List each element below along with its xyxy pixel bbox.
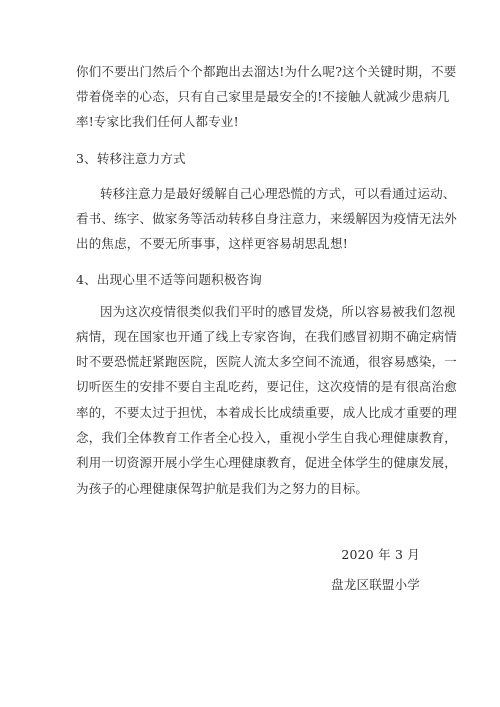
section-3-line-1: 转移注意力是最好缓解自己心理恐慌的方式，可以看通过运动、 [100, 186, 456, 201]
section-3-line-2: 看书、练字、做家务等活动转移自身注意力，来缓解因为疫情无法外 [76, 211, 458, 226]
intro-line-1: 你们不要出门然后个个都跑出去溜达!为什么呢?这个关键时期，不要 [76, 64, 457, 79]
section-3-line-3: 出的焦虑，不要无所事事，这样更容易胡思乱想! [76, 236, 348, 251]
section-4-line-3: 时不要恐慌赶紧跑医院，医院人流太多空间不流通，很容易感染，一 [76, 354, 458, 369]
section-4-line-7: 利用一切资源开展小学生心理健康教育，促进全体学生的健康发展， [76, 455, 458, 470]
intro-line-2: 带着侥幸的心态，只有自己家里是最安全的!不接触人就减少患病几 [76, 89, 450, 104]
section-4-line-2: 病情，现在国家也开通了线上专家咨询，在我们感冒初期不确定病情 [76, 329, 458, 344]
intro-line-3: 率!专家比我们任何人都专业! [76, 114, 239, 129]
section-4-line-5: 率的，不要太过于担忧，本着成长比成绩重要，成人比成才重要的理 [76, 405, 458, 420]
section-4-line-6: 念，我们全体教育工作者全心投入，重视小学生自我心理健康教育， [76, 430, 458, 445]
section-4-line-4: 切听医生的安排不要自主乱吃药，要记住，这次疫情的是有很高治愈 [76, 379, 458, 394]
heading-section-4: 4、出现心里不适等问题积极咨询 [76, 272, 262, 287]
section-4-line-8: 为孩子的心理健康保驾护航是我们为之努力的目标。 [76, 481, 369, 496]
section-4-line-1: 因为这次疫情很类似我们平时的感冒发烧，所以容易被我们忽视 [100, 304, 456, 319]
document-signature: 盘龙区联盟小学 [331, 577, 420, 592]
heading-section-3: 3、转移注意力方式 [76, 151, 186, 166]
document-date: 2020 年 3 月 [341, 547, 420, 562]
